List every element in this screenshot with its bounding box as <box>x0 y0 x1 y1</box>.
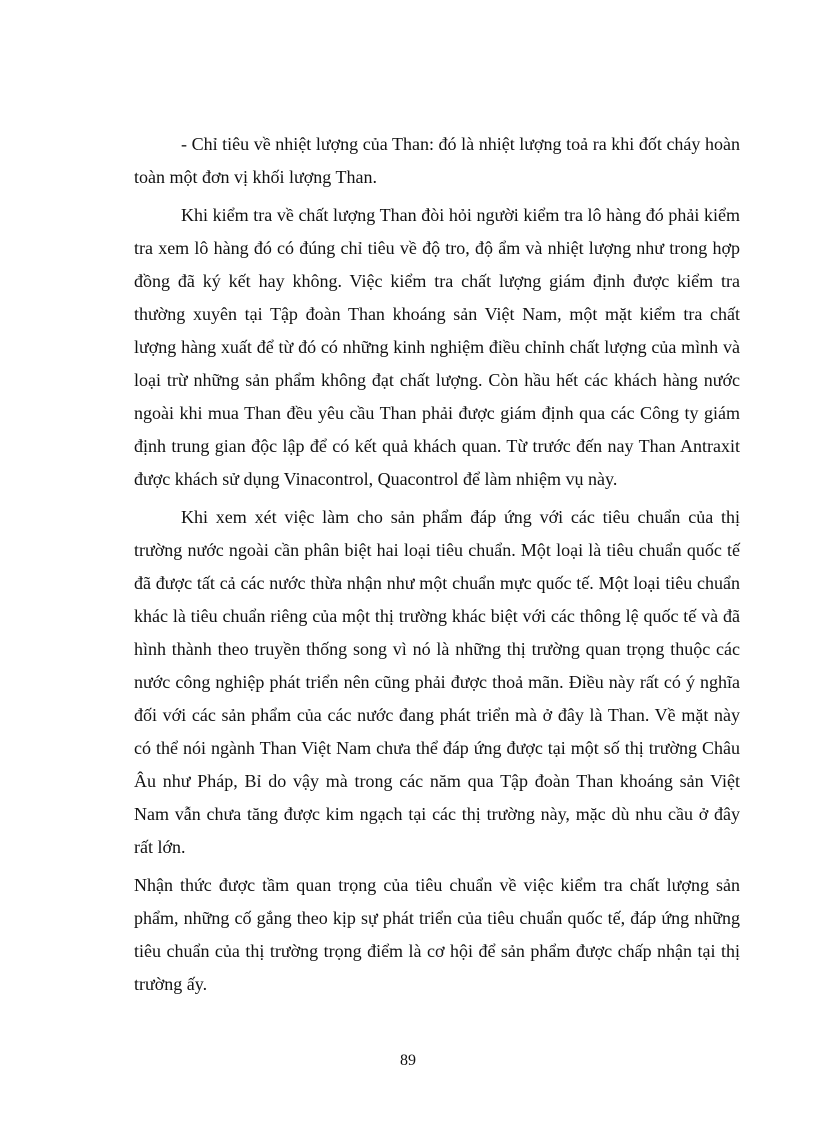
paragraph-heat-value: - Chỉ tiêu về nhiệt lượng của Than: đó là nhiệt lượng toả ra khi đốt cháy hoàn toàn một đơn vị khối lượng Than. <box>134 134 740 187</box>
paragraph-quality-inspection: Khi kiểm tra về chất lượng Than đòi hỏi người kiểm tra lô hàng đó phải kiểm tra xem lô hàng đó có đúng chỉ tiêu về độ tro, độ ẩm và nhiệt lượng như trong hợp đồng đã ký kết hay không. Việc kiểm tra chất lượng giám định được kiểm tra thường xuyên tại Tập đoàn Than khoáng sản Việt Nam, một mặt kiểm tra chất lượng hàng xuất để từ đó có những kinh nghiệm điều chỉnh chất lượng của mình và loại trừ những sản phẩm không đạt chất lượng. Còn hầu hết các khách hàng nước ngoài khi mua Than đều yêu cầu Than phải được giám định qua các Công ty giám định trung gian độc lập để có kết quả khách quan. Từ trước đến nay Than Antraxit được khách sử dụng Vinacontrol, Quacontrol để làm nhiệm vụ này. <box>134 205 740 489</box>
body-text <box>134 128 740 1001</box>
paragraph-conclusion: Nhận thức được tầm quan trọng của tiêu chuẩn về việc kiểm tra chất lượng sản phẩm, những cố gắng theo kịp sự phát triển của tiêu chuẩn quốc tế, đáp ứng những tiêu chuẩn của thị trường trọng điểm là cơ hội để sản phẩm được chấp nhận tại thị trường ấy. <box>134 875 740 994</box>
paragraph-standards: Khi xem xét việc làm cho sản phẩm đáp ứng với các tiêu chuẩn của thị trường nước ngoài cần phân biệt hai loại tiêu chuẩn. Một loại là tiêu chuẩn quốc tế đã được tất cả các nước thừa nhận như một chuẩn mực quốc tế. Một loại tiêu chuẩn khác là tiêu chuẩn riêng của một thị trường khác biệt với các thông lệ quốc tế và đã hình thành theo truyền thống song vì nó là những thị trường quan trọng thuộc các nước công nghiệp phát triển nên cũng phải được thoả mãn. Điều này rất có ý nghĩa đối với các sản phẩm của các nước đang phát triển mà ở đây là Than. Về mặt này có thể nói ngành Than Việt Nam chưa thể đáp ứng được tại một số thị trường Châu Âu như Pháp, Bỉ do vậy mà trong các năm qua Tập đoàn Than khoáng sản Việt Nam vẫn chưa tăng được kim ngạch tại các thị trường này, mặc dù nhu cầu ở đây rất lớn. <box>134 507 740 857</box>
page-number: 89 <box>400 1052 416 1069</box>
